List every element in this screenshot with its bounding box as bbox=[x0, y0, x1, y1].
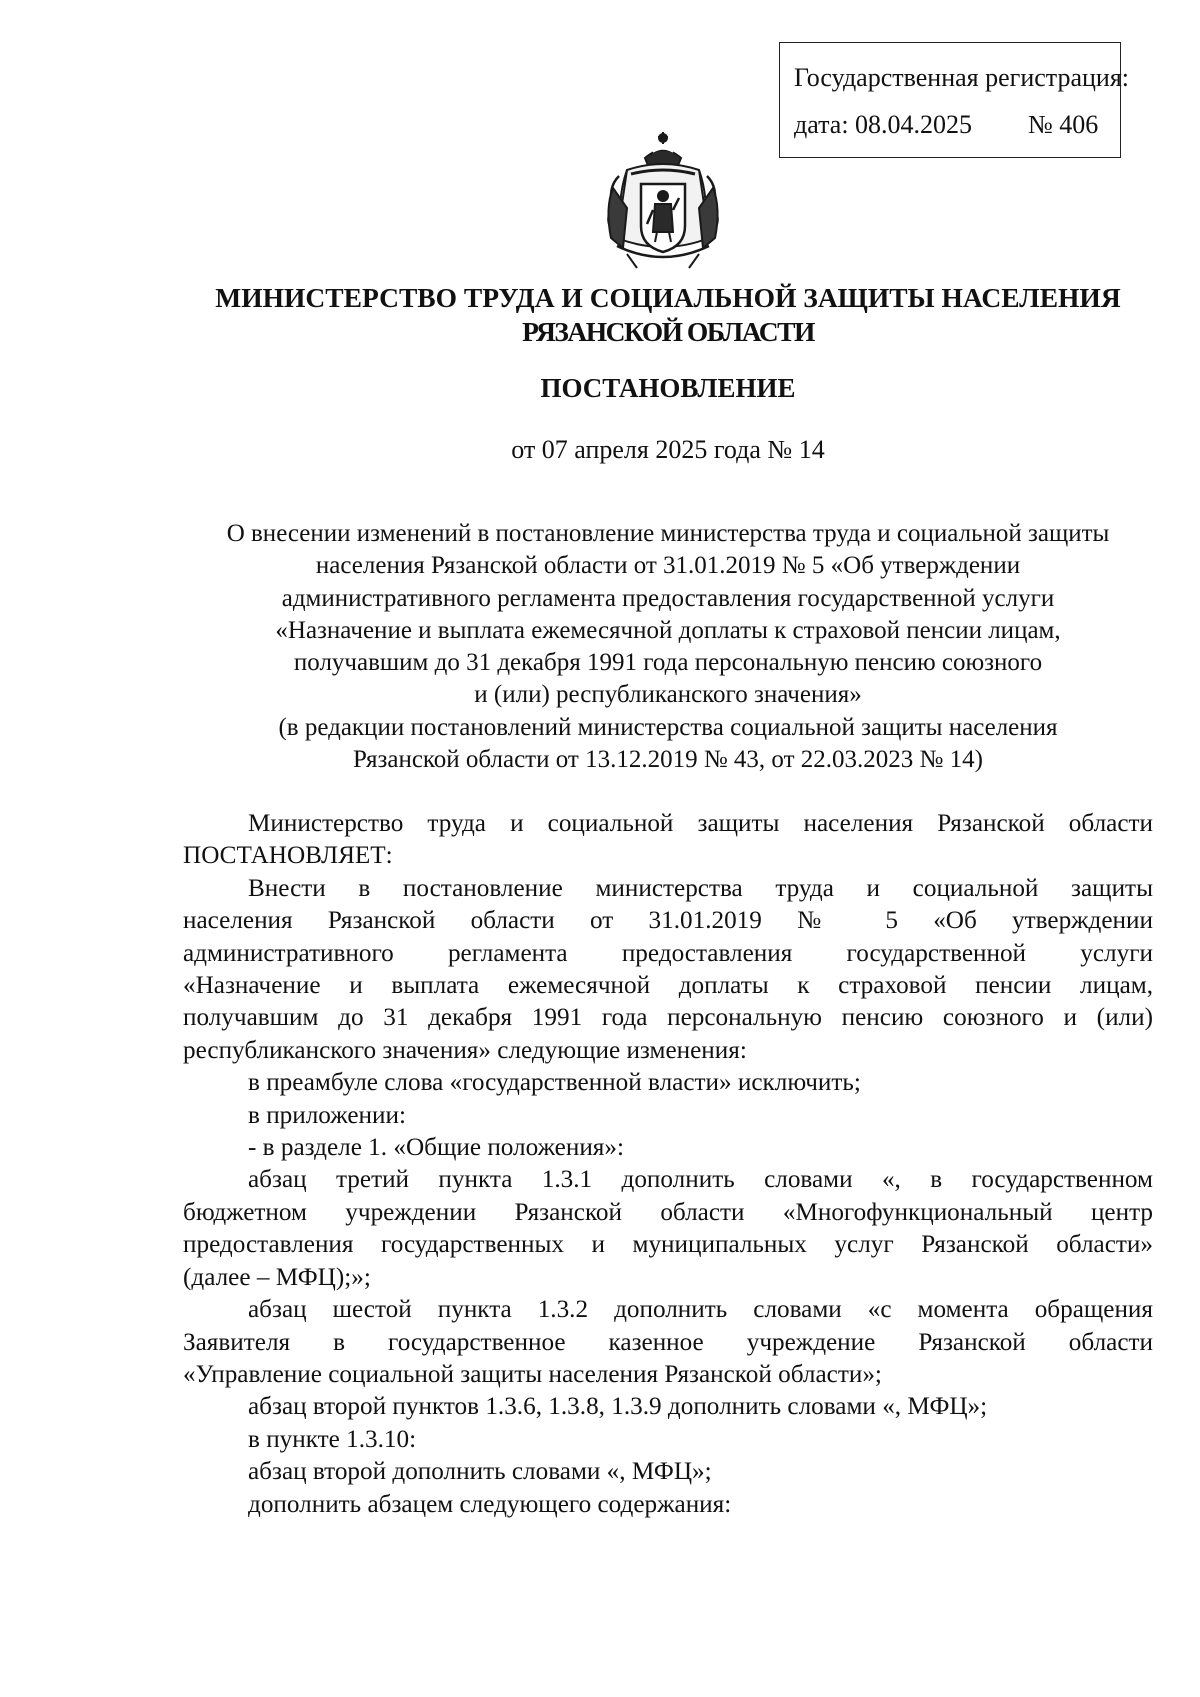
paragraph-line: бюджетном учреждении Рязанской области «Многофункциональный центр bbox=[183, 1198, 1153, 1226]
title-line: административного регламента предоставления государственной услуги bbox=[281, 584, 1055, 612]
paragraph-line: получавшим до 31 декабря 1991 года персональную пенсию союзного и (или) bbox=[183, 1004, 1153, 1032]
title-line: (в редакции постановлений министерства социальной защиты населения bbox=[278, 713, 1058, 741]
title-line: Рязанской области от 13.12.2019 № 43, от 22.03.2023 № 14) bbox=[353, 746, 983, 774]
document-body bbox=[183, 808, 1153, 1521]
registration-stamp bbox=[779, 42, 1130, 158]
paragraph-line: дополнить абзацем следующего содержания: bbox=[248, 1490, 732, 1518]
paragraph-line: в преамбуле слова «государственной власти» исключить; bbox=[248, 1069, 861, 1097]
registration-title: Государственная регистрация: bbox=[794, 63, 1130, 92]
paragraph-line: Заявителя в государственное казенное учреждение Рязанской области bbox=[183, 1328, 1153, 1356]
paragraph-line: предоставления государственных и муниципальных услуг Рязанской области» bbox=[183, 1231, 1153, 1259]
paragraph-line: Министерство труда и социальной защиты населения Рязанской области bbox=[248, 810, 1153, 837]
ministry-name-line-1: МИНИСТЕРСТВО ТРУДА И СОЦИАЛЬНОЙ ЗАЩИТЫ НАСЕЛЕНИЯ bbox=[215, 282, 1121, 313]
paragraph-line: в пункте 1.3.10: bbox=[248, 1425, 417, 1453]
paragraph-line: Внести в постановление министерства труда и социальной защиты bbox=[248, 874, 1153, 902]
paragraph-line: абзац третий пункта 1.3.1 дополнить словами «, в государственном bbox=[248, 1166, 1153, 1194]
registration-number: № 406 bbox=[1028, 110, 1099, 139]
registration-date: дата: 08.04.2025 bbox=[794, 110, 973, 139]
paragraph-line: абзац второй дополнить словами «, МФЦ»; bbox=[248, 1458, 712, 1486]
document-date: от 07 апреля 2025 года № 14 bbox=[511, 435, 825, 464]
title-line: «Назначение и выплата ежемесячной доплаты к страховой пенсии лицам, bbox=[275, 616, 1061, 644]
title-line: получавшим до 31 декабря 1991 года персональную пенсию союзного bbox=[293, 649, 1043, 677]
document-type: ПОСТАНОВЛЕНИЕ bbox=[540, 373, 796, 403]
paragraph-line: «Управление социальной защиты населения Рязанской области»; bbox=[183, 1360, 882, 1388]
paragraph-line: «Назначение и выплата ежемесячной доплаты к страховой пенсии лицам, bbox=[183, 972, 1153, 1000]
paragraph-line: (далее – МФЦ);»; bbox=[183, 1263, 371, 1291]
title-line: населения Рязанской области от 31.01.2019 № 5 «Об утверждении bbox=[315, 552, 1021, 580]
title-line: и (или) республиканского значения» bbox=[474, 681, 862, 709]
ministry-name-line-2: РЯЗАНСКОЙ ОБЛАСТИ bbox=[522, 316, 814, 347]
paragraph-line: абзац второй пунктов 1.3.6, 1.3.8, 1.3.9 дополнить словами «, МФЦ»; bbox=[248, 1393, 988, 1421]
paragraph-line: ПОСТАНОВЛЯЕТ: bbox=[183, 842, 393, 870]
paragraph-line: - в разделе 1. «Общие положения»: bbox=[248, 1134, 624, 1162]
paragraph-line: абзац шестой пункта 1.3.2 дополнить словами «с момента обращения bbox=[248, 1296, 1153, 1324]
paragraph-line: республиканского значения» следующие изменения: bbox=[183, 1036, 747, 1064]
document-title bbox=[180, 518, 1156, 776]
paragraph-line: населения Рязанской области от 31.01.2019 № 5 «Об утверждении bbox=[183, 907, 1153, 935]
paragraph-line: в приложении: bbox=[248, 1101, 406, 1129]
paragraph-line: административного регламента предоставления государственной услуги bbox=[183, 939, 1153, 967]
ryazan-coat-of-arms-emblem bbox=[597, 128, 729, 276]
title-line: О внесении изменений в постановление министерства труда и социальной защиты bbox=[226, 520, 1110, 547]
